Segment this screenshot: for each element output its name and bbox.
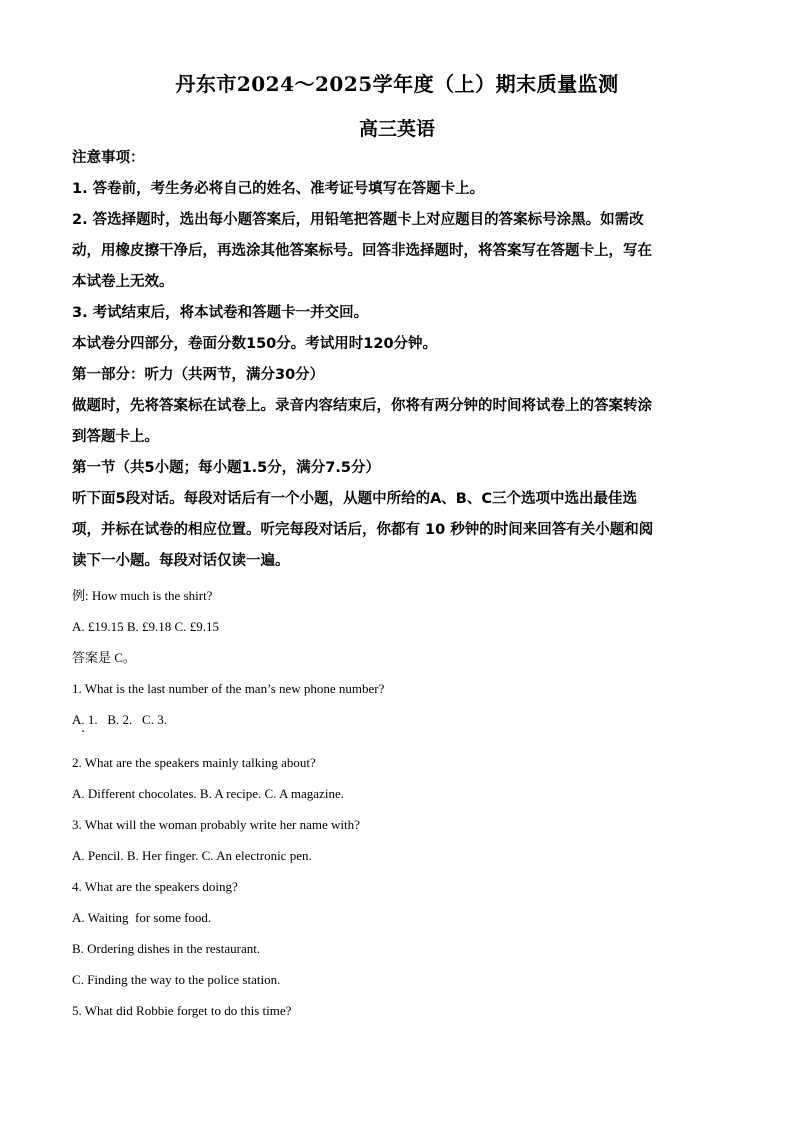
part1-instruction-line-1: 做题时，先将答案标在试卷上。录音内容结束后，你将有两分钟的时间将试卷上的答案转涂 [72,398,652,414]
stray-dot-mark [82,730,84,732]
notice-heading: 注意事项： [72,150,145,166]
example-question: 例: How much is the shirt? [72,588,213,603]
questions-section [72,580,722,1026]
section1-instruction-line-3: 读下一小题。每段对话仅读一遍。 [72,553,290,569]
notice-item-1: 1. 答卷前，考生务必将自己的姓名、准考证号填写在答题卡上。 [72,181,485,197]
part1-instruction-line-2: 到答题卡上。 [72,429,159,445]
exam-info: 本试卷分四部分，卷面分数150分。考试用时120分钟。 [72,336,438,352]
notice-item-3: 3. 考试结束后，将本试卷和答题卡一并交回。 [72,305,369,321]
question-3: 3. What will the woman probably write her name with? [72,817,360,832]
section1-heading: 第一节（共5小题；每小题1.5分，满分7.5分） [72,460,380,476]
example-options: A. £19.15 B. £9.18 C. £9.15 [72,619,219,634]
question-2-options: A. Different chocolates. B. A recipe. C. A magazine. [72,786,344,801]
question-2: 2. What are the speakers mainly talking about? [72,755,316,770]
notice-item-2-line-2: 动，用橡皮擦干净后，再选涂其他答案标号。回答非选择题时，将答案写在答题卡上，写在 [72,243,652,259]
notice-item-2-line-1: 2. 答选择题时，选出每小题答案后，用铅笔把答题卡上对应题目的答案标号涂黑。如需改 [72,212,644,228]
question-5: 5. What did Robbie forget to do this time? [72,1003,292,1018]
question-4-option-a: A. Waiting for some food. [72,910,212,925]
question-1-options: A. 1. B. 2. C. 3. [72,712,167,727]
question-4: 4. What are the speakers doing? [72,879,238,894]
section1-instruction-line-1: 听下面5段对话。每段对话后有一个小题，从题中所给的A、B、C三个选项中选出最佳选 [72,491,638,507]
part1-heading: 第一部分：听力（共两节，满分30分） [72,367,325,383]
notice-item-2-line-3: 本试卷上无效。 [72,274,174,290]
page-subtitle: 高三英语 [358,118,435,140]
question-1: 1. What is the last number of the man’s new phone number? [72,681,385,696]
section1-instruction-line-2: 项，并标在试卷的相应位置。听完每段对话后，你都有 10 秒钟的时间来回答有关小题和阅 [72,522,654,538]
notice-section [72,143,722,577]
page-title: 丹东市2024～2025学年度（上）期末质量监测 [175,72,619,96]
question-4-option-c: C. Finding the way to the police station. [72,972,281,987]
question-3-options: A. Pencil. B. Her finger. C. An electronic pen. [72,848,312,863]
question-4-option-b: B. Ordering dishes in the restaurant. [72,941,261,956]
spacer [72,735,722,747]
example-answer: 答案是 C。 [72,650,136,665]
